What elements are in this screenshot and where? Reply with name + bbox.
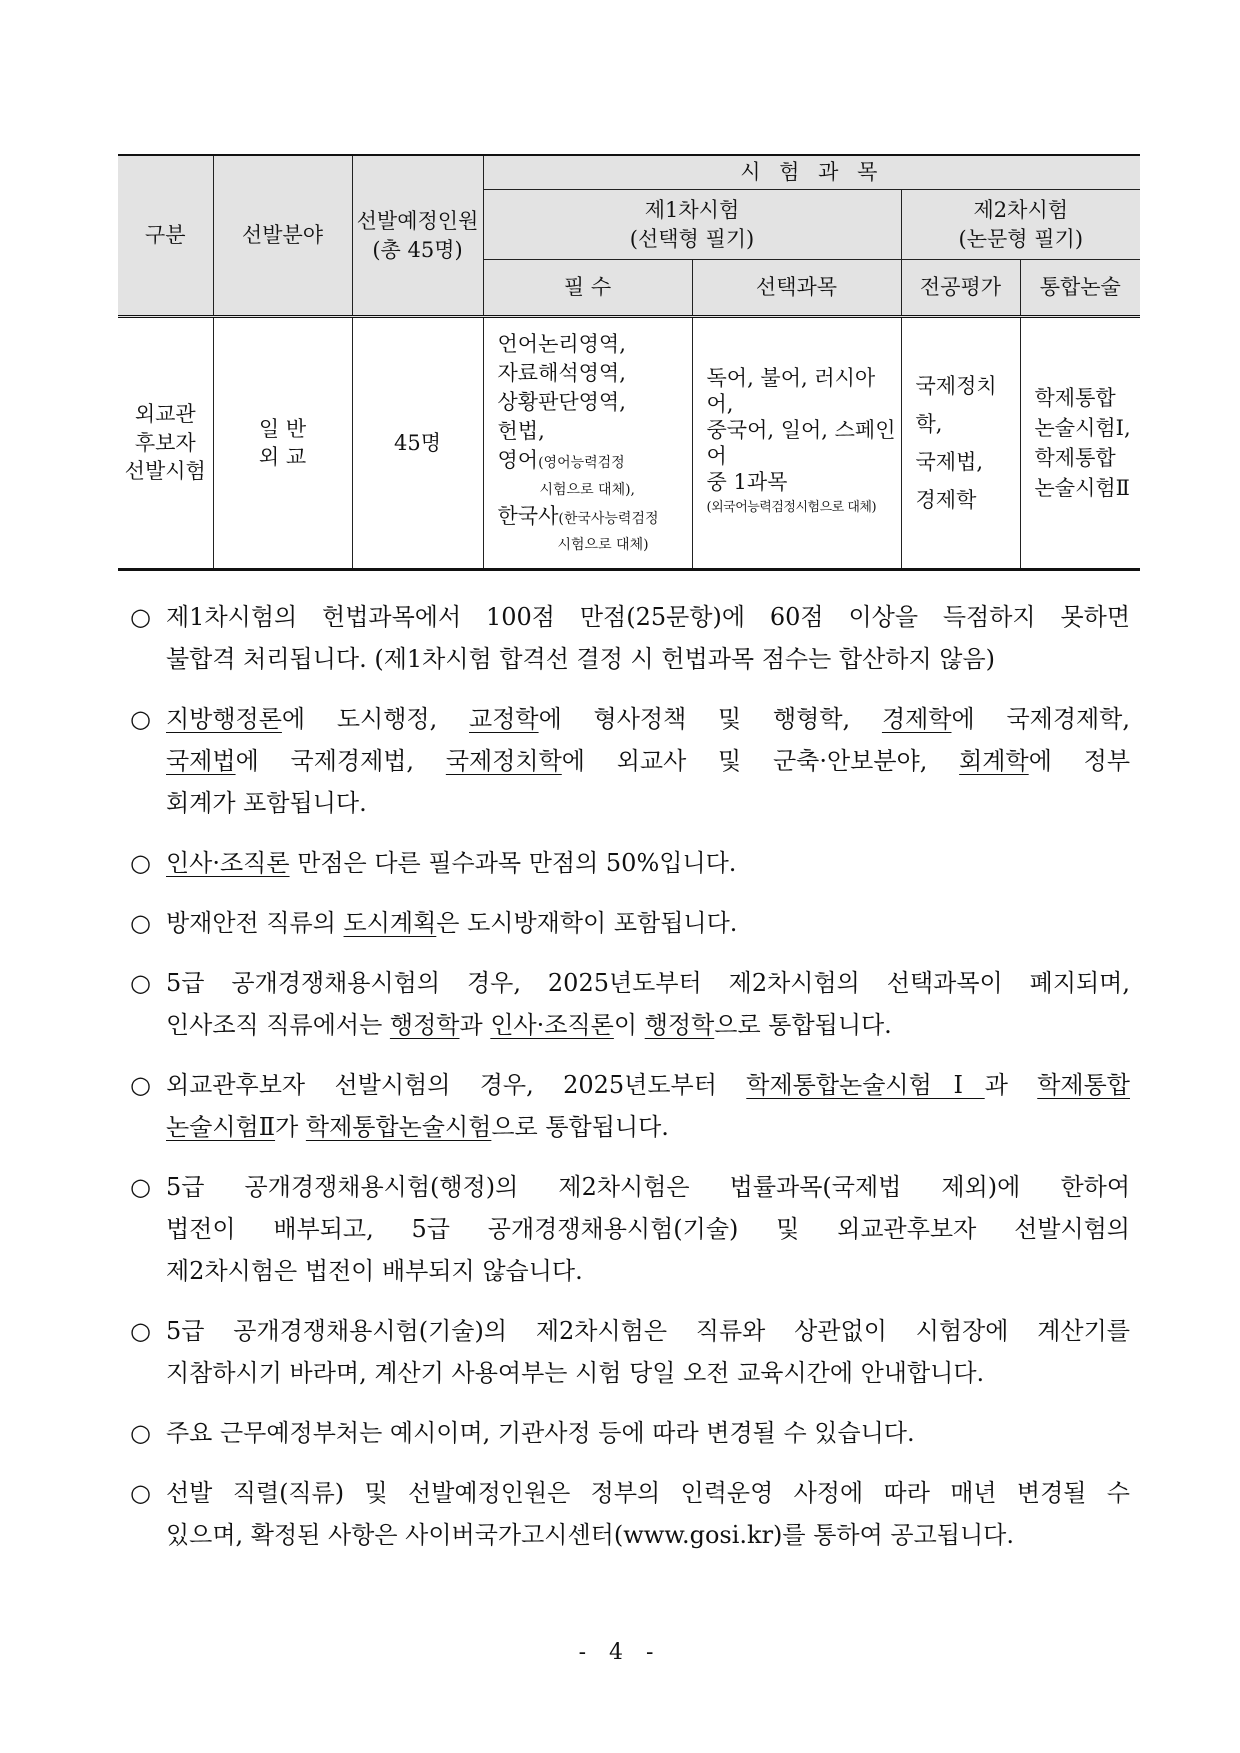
integrated-line: 학제통합 (1034, 446, 1116, 470)
header-quota (352, 155, 483, 317)
note-text: 에 국제경제학, (951, 705, 1130, 733)
underlined-subject: 행정학 (389, 1011, 460, 1039)
note-line: 5급 공개경쟁채용시험(행정)의 제2차시험은 법률과목(국제법 제외)에 한하여 (166, 1173, 1130, 1201)
note-line (166, 698, 1130, 740)
note-text: 과 (984, 1071, 1038, 1099)
first-exam-type: (선택형 필기) (629, 226, 755, 251)
note-text: 은 도시방재학이 포함됩니다. (436, 909, 738, 937)
required-item-note: (한국사능력검정 (558, 511, 659, 527)
note-item (130, 1166, 1130, 1292)
underlined-subject: 학제통합 (1037, 1071, 1130, 1099)
note-item (130, 842, 1130, 884)
cell-field (213, 317, 352, 570)
note-text: 에 도시행정, (281, 705, 470, 733)
note-line: 불합격 처리됩니다. (제1차시험 합격선 결정 시 헌법과목 점수는 합산하지 않음) (166, 645, 995, 673)
required-item-main: 한국사 (497, 504, 559, 528)
required-item-note: (영어능력검정 (538, 455, 625, 471)
elective-line: 독어, 불어, 러시아어, (706, 366, 876, 416)
underlined-subject: 행정학 (644, 1011, 715, 1039)
elective-line: 중국어, 일어, 스페인어 (706, 418, 896, 468)
underlined-subject: 경제학 (881, 705, 952, 733)
integrated-line: 학제통합 (1034, 386, 1116, 410)
header-second-exam (901, 190, 1140, 260)
note-item (130, 1310, 1130, 1394)
major-eval-line: 국제법, (915, 450, 984, 474)
header-field: 선발분야 (213, 155, 352, 317)
second-exam-type: (논문형 필기) (958, 226, 1084, 251)
note-text: 만점은 다른 필수과목 만점의 50%입니다. (289, 849, 737, 877)
integrated-line: 논술시험Ⅰ, (1034, 416, 1131, 440)
notes-list (130, 596, 1130, 1574)
required-item: 자료해석영역, (497, 361, 626, 385)
note-text: 방재안전 직류의 (166, 909, 344, 937)
required-item: 상황판단영역, (497, 390, 626, 414)
underlined-subject: 국제정치학 (445, 747, 562, 775)
underlined-subject: 지방행정론 (166, 705, 282, 733)
elective-line: 중 1과목 (706, 470, 788, 494)
cell-required-subjects (483, 317, 692, 570)
note-line (166, 902, 1130, 944)
bullet-circle-icon: ○ (130, 969, 151, 997)
underlined-subject: 도시계획 (343, 909, 437, 937)
note-line: 회계가 포함됩니다. (166, 789, 367, 817)
second-exam-title: 제2차시험 (973, 198, 1069, 223)
note-line: 선발 직렬(직류) 및 선발예정인원은 정부의 인력운영 사정에 따라 매년 변경될 수 (166, 1479, 1130, 1507)
note-text: 에 외교사 및 군축·안보분야, (561, 747, 960, 775)
note-line: 제2차시험은 법전이 배부되지 않습니다. (166, 1257, 583, 1285)
category-line: 후보자 (134, 430, 196, 455)
integrated-line: 논술시험Ⅱ (1034, 476, 1130, 500)
cell-category (118, 317, 213, 570)
note-line: 5급 공개경쟁채용시험(기술)의 제2차시험은 직류와 상관없이 시험장에 계산기를 (166, 1317, 1130, 1345)
header-quota-line2: (총 45명) (372, 237, 463, 262)
note-item (130, 902, 1130, 944)
required-item (498, 446, 692, 478)
required-item: 언어논리영역, (497, 332, 626, 356)
underlined-subject: 회계학 (959, 747, 1029, 775)
note-text: 외교관후보자 선발시험의 경우, 2025년도부터 (166, 1071, 747, 1099)
note-item (130, 1064, 1130, 1148)
note-text: 인사조직 직류에서는 (166, 1011, 390, 1039)
header-quota-line1: 선발예정인원 (356, 209, 479, 234)
note-line: 지참하시기 바라며, 계산기 사용여부는 시험 당일 오전 교육시간에 안내합니다. (166, 1359, 985, 1387)
note-line (166, 1004, 1130, 1046)
exam-subjects-table (118, 154, 1140, 571)
cell-quota: 45명 (352, 317, 483, 570)
cell-elective-subjects (692, 317, 901, 570)
cell-major-eval (901, 317, 1020, 570)
note-text: 에 형사정책 및 행형학, (538, 705, 882, 733)
elective-note: (외국어능력검정시험으로 대체) (706, 500, 877, 515)
underlined-subject: 국제법 (166, 747, 236, 775)
underlined-subject: 교정학 (469, 705, 539, 733)
header-integrated: 통합논술 (1020, 260, 1140, 317)
required-item: 헌법, (497, 419, 545, 443)
note-line: 제1차시험의 헌법과목에서 100점 만점(25문항)에 60점 이상을 득점하지 못하면 (166, 603, 1130, 631)
note-item (130, 698, 1130, 824)
cell-integrated (1020, 317, 1140, 570)
note-line (166, 740, 1130, 782)
header-required: 필 수 (483, 260, 692, 317)
note-text: 에 국제경제법, (235, 747, 446, 775)
note-item (130, 596, 1130, 680)
underlined-subject: 논술시험Ⅱ (166, 1113, 276, 1141)
bullet-circle-icon: ○ (130, 909, 151, 937)
bullet-circle-icon: ○ (130, 849, 151, 877)
required-item (498, 502, 692, 534)
underlined-subject: 학제통합논술시험Ⅰ (746, 1071, 985, 1099)
header-major-eval: 전공평가 (901, 260, 1020, 317)
note-text: 이 (613, 1011, 645, 1039)
bullet-circle-icon: ○ (130, 1479, 151, 1507)
first-exam-title: 제1차시험 (644, 198, 740, 223)
required-item-main: 영어 (497, 448, 539, 472)
note-text: 으로 통합됩니다. (714, 1011, 892, 1039)
note-text: 과 (459, 1011, 491, 1039)
header-elective: 선택과목 (692, 260, 901, 317)
bullet-circle-icon: ○ (130, 705, 151, 733)
header-first-exam (483, 190, 901, 260)
required-item-note: 시험으로 대체), (539, 482, 636, 498)
header-category: 구분 (118, 155, 213, 317)
major-eval-line: 경제학 (915, 488, 977, 512)
note-line: 법전이 배부되고, 5급 공개경쟁채용시험(기술) 및 외교관후보자 선발시험의 (166, 1215, 1130, 1243)
note-text: 가 (275, 1113, 306, 1141)
underlined-subject: 인사·조직론 (490, 1011, 614, 1039)
category-line: 외교관 (134, 402, 196, 427)
category-line: 선발시험 (124, 459, 206, 484)
major-eval-line: 국제정치학, (915, 374, 997, 436)
note-item (130, 962, 1130, 1046)
note-line: 주요 근무예정부처는 예시이며, 기관사정 등에 따라 변경될 수 있습니다. (166, 1419, 915, 1447)
note-line (166, 1064, 1130, 1106)
header-subjects: 시 험 과 목 (483, 155, 1140, 190)
note-text: 에 정부 (1028, 747, 1131, 775)
note-item (130, 1412, 1130, 1454)
bullet-circle-icon: ○ (130, 603, 151, 631)
page-number: - 4 - (578, 1640, 662, 1665)
note-text: 으로 통합됩니다. (491, 1113, 669, 1141)
field-line: 외 교 (258, 445, 307, 469)
bullet-circle-icon: ○ (130, 1419, 151, 1447)
note-line: 있으며, 확정된 사항은 사이버국가고시센터(www.gosi.kr)를 통하여 공고됩니다. (166, 1521, 1014, 1549)
underlined-subject: 학제통합논술시험 (305, 1113, 492, 1141)
note-item (130, 1472, 1130, 1556)
note-line (166, 842, 1130, 884)
bullet-circle-icon: ○ (130, 1173, 151, 1201)
bullet-circle-icon: ○ (130, 1071, 151, 1099)
note-line (166, 1106, 1130, 1148)
note-line: 5급 공개경쟁채용시험의 경우, 2025년도부터 제2차시험의 선택과목이 폐지되며, (166, 969, 1130, 997)
underlined-subject: 인사·조직론 (166, 849, 290, 877)
field-line: 일 반 (258, 416, 307, 441)
bullet-circle-icon: ○ (130, 1317, 151, 1345)
required-item-note: 시험으로 대체) (557, 537, 649, 553)
